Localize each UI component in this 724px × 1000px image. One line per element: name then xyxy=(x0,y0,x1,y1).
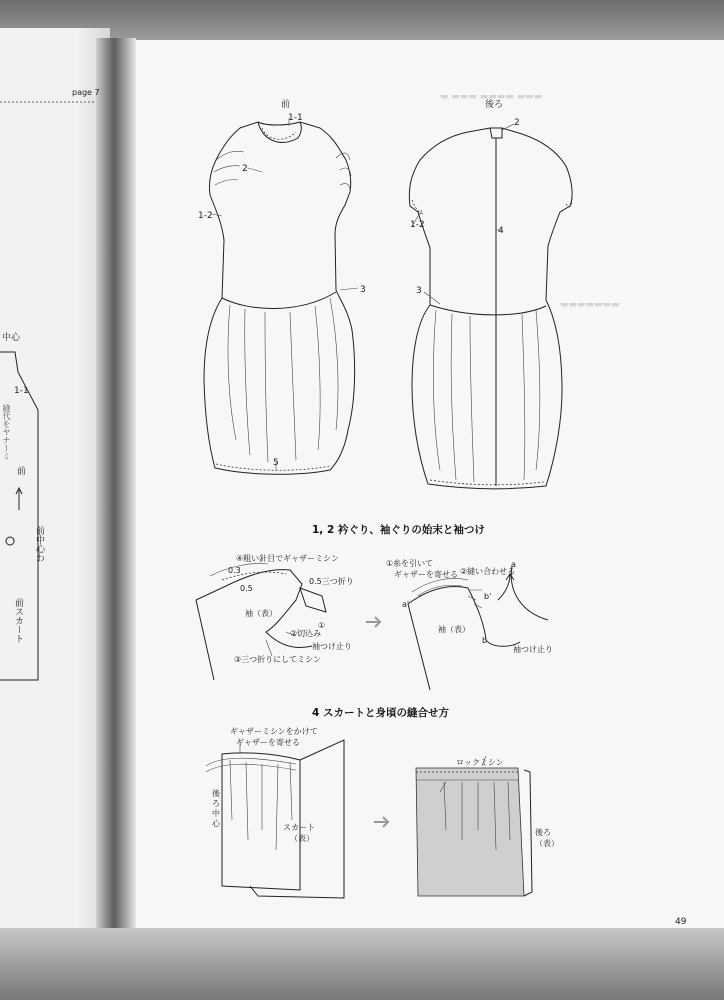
back-dress-drawing xyxy=(409,124,572,489)
front-view-title: 前 xyxy=(281,100,291,110)
left-page-header: page 7 xyxy=(72,88,100,97)
dim-0-5: 0.5 xyxy=(240,584,253,593)
dim-0-3: 0.3 xyxy=(228,566,241,575)
sleeve-attaching-diagram-right xyxy=(408,566,548,690)
sleeve-right-side-right: 袖（表） xyxy=(438,625,470,634)
page-number: 49 xyxy=(675,917,687,927)
skirt-label-left: スカート xyxy=(283,823,315,832)
skirt-right-side-left: （表） xyxy=(290,834,314,843)
mark-b: b xyxy=(482,636,488,645)
arrow-icon xyxy=(374,817,388,827)
step1-marker: ① xyxy=(318,621,326,630)
front-callout-1-2: 1-2 xyxy=(198,211,213,221)
show-through-text: ▬▬▬▬▬▬▬ xyxy=(560,300,620,310)
back-label-right: 後ろ xyxy=(535,828,551,837)
mark-a: a xyxy=(511,560,516,569)
section-1-2-heading: 1, 2 衿ぐり、袖ぐりの始末と袖つけ xyxy=(312,524,485,536)
dim-0-5-fold: 0.5三つ折り xyxy=(309,577,354,586)
front-center-fold: 前中心わ xyxy=(34,526,44,562)
front-callout-1-1: 1-1 xyxy=(288,113,303,123)
front-callout-2: 2 xyxy=(242,164,248,174)
vertical-note: 縫代をヤナーミ xyxy=(2,404,11,460)
skirt-bodice-joined-diagram-right xyxy=(416,756,532,896)
section-4-heading: 4 スカートと身頃の縫合せ方 xyxy=(312,707,449,719)
mark-a-prime: a' xyxy=(402,600,410,609)
sleeve-finishing-diagram-left xyxy=(196,564,326,681)
step4-label: ④粗い針目でギャザーミシン xyxy=(236,554,339,563)
mark-1-1: 1-1 xyxy=(14,386,29,396)
gather-note-line2: ギャザーを寄せる xyxy=(236,738,300,747)
left-pattern-piece xyxy=(0,102,95,680)
back-center-char3: 中 xyxy=(212,809,220,818)
lock-stitch-label: ロックミシン xyxy=(456,758,504,767)
skirt-gather-diagram-left xyxy=(206,740,344,898)
step1-gather: ギャザーを寄せる xyxy=(394,570,458,579)
back-center-char4: 心 xyxy=(212,819,220,828)
front-skirt-label: 前スカート xyxy=(13,598,23,643)
back-center-char1: 後 xyxy=(212,789,220,798)
back-right-side-right: （表） xyxy=(535,839,559,848)
front-callout-5: 5 xyxy=(273,458,279,468)
sleeve-right-side-left: 袖（表） xyxy=(245,609,277,618)
front-callout-3: 3 xyxy=(360,285,366,295)
back-callout-2: 2 xyxy=(514,118,520,128)
sleeve-end-left: 袖つけ止り xyxy=(312,642,352,651)
arrow-icon xyxy=(366,617,380,627)
step2-notch: ②切込み xyxy=(290,629,322,638)
front-dress-drawing xyxy=(204,118,358,474)
sleeve-end-right: 袖つけ止り xyxy=(513,645,553,654)
step3-label: ③三つ折りにしてミシン xyxy=(234,655,321,664)
back-callout-1-2: 1-2 xyxy=(410,220,425,230)
center-label: 中心 xyxy=(2,333,21,343)
show-through-text: ▬ ▬▬▬ ▬▬▬▬ ▬▬▬ xyxy=(440,92,543,102)
back-view-title: 後ろ xyxy=(485,100,504,110)
back-callout-3: 3 xyxy=(416,286,422,296)
step1-pull-thread: ①糸を引いて xyxy=(386,559,434,568)
step2-sew-together: ②縫い合わせる xyxy=(460,567,516,576)
gather-note-line1: ギャザーミシンをかけて xyxy=(230,727,318,736)
mark-b-prime: b' xyxy=(484,592,492,601)
front-label: 前 xyxy=(17,467,27,477)
back-center-char2: ろ xyxy=(212,799,220,808)
back-callout-4: 4 xyxy=(498,226,504,236)
